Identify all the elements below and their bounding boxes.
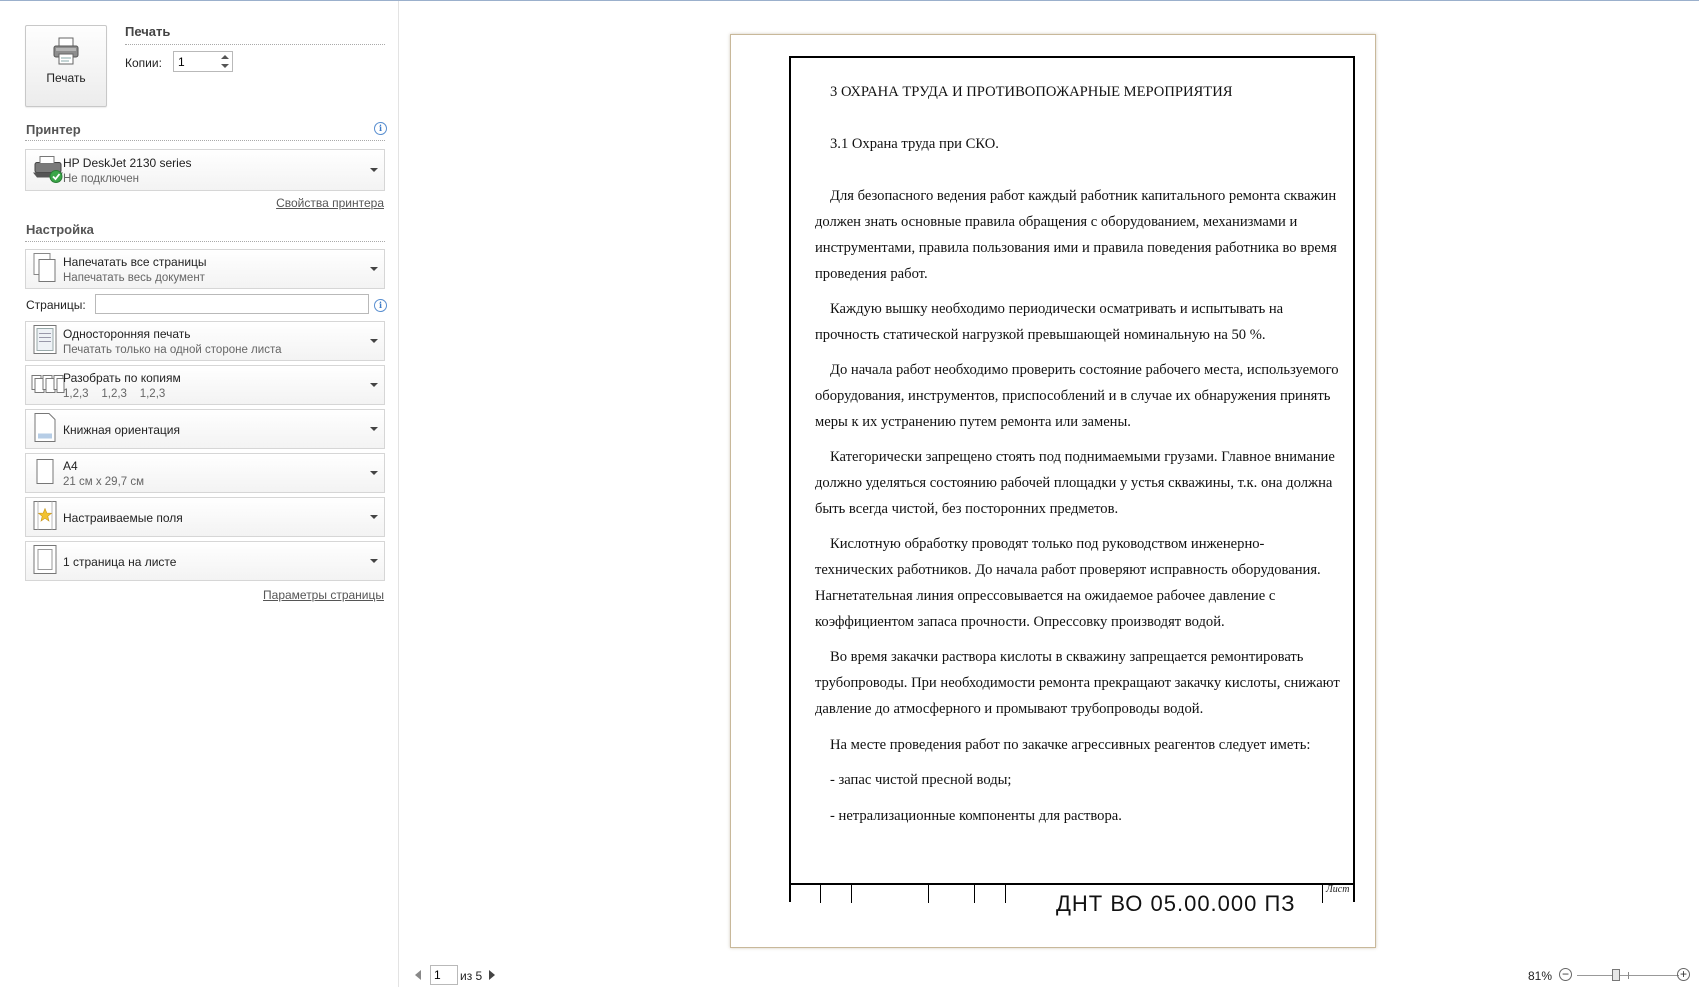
portrait-page-icon — [31, 412, 59, 447]
margins-title: Настраиваемые поля — [63, 511, 183, 525]
margins-dropdown[interactable] — [25, 497, 385, 537]
copies-spinner — [173, 51, 233, 72]
document-paragraph: - запас чистой пресной воды; — [830, 772, 1012, 788]
chevron-down-icon — [370, 168, 378, 172]
print-section-title: Печать — [125, 24, 171, 39]
custom-margins-icon — [31, 500, 59, 535]
stamp-cell-line — [1005, 883, 1006, 903]
stamp-cell-line — [851, 883, 852, 903]
chevron-down-icon — [370, 471, 378, 475]
document-paragraph: - нетрализационные компоненты для раствора. — [830, 808, 1122, 824]
printer-section-title: Принтер — [26, 122, 81, 137]
stamp-cell-line — [1322, 883, 1323, 903]
printer-name: HP DeskJet 2130 series — [63, 156, 192, 170]
document-paragraph: Каждую вышку необходимо периодически осматривать и испытывать на прочность статической нагрузкой превышающей номинальную на 50 %. — [815, 301, 1284, 343]
printer-info-icon[interactable]: i — [374, 122, 387, 135]
next-page-button[interactable] — [489, 970, 495, 980]
pages-per-sheet-dropdown[interactable] — [25, 541, 385, 581]
one-sided-page-icon — [31, 324, 59, 359]
stamp-document-code — [1056, 893, 1296, 903]
printer-status: Не подключен — [63, 173, 139, 185]
collate-title: Разобрать по копиям — [63, 371, 181, 385]
sides-dropdown[interactable] — [25, 321, 385, 361]
copies-input[interactable] — [176, 53, 220, 70]
divider — [25, 241, 385, 242]
collate-icon — [31, 373, 65, 398]
page-count-label: из 5 — [460, 969, 483, 983]
document-paragraph: Во время закачки раствора кислоты в скважину запрещается ремонтировать трубопроводы. При необходимости ремонта прекращают закачку кислоты, снижают давление до атмосферного и промывают трубопроводы водой. — [815, 649, 1340, 717]
printer-device-icon — [31, 154, 65, 187]
document-paragraph: На месте проведения работ по закачке агрессивных реагентов следует иметь: — [830, 737, 1311, 753]
document-paragraph: Для безопасного ведения работ каждый работник капитального ремонта скважин должен знать основные правила обращения с оборудованием, механизмами и инструментами, правила пользования ими и правила поведения работника во время проведения работ. — [815, 188, 1337, 282]
stamp-cell-line — [974, 883, 975, 903]
stamp-top-line — [789, 883, 1355, 885]
sides-subtitle: Печатать только на одной стороне листа — [63, 344, 282, 356]
print-range-title: Напечатать все страницы — [63, 255, 207, 269]
zoom-percent-label[interactable]: 81% — [1528, 969, 1553, 983]
zoom-slider-center-tick — [1628, 972, 1629, 979]
print-button[interactable] — [25, 25, 107, 107]
print-range-dropdown[interactable] — [25, 249, 385, 289]
document-paragraph: Категорически запрещено стоять под поднимаемыми грузами. Главное внимание должно уделяться состоянию рабочей площадки у устья скважины, т.к. она должна быть всегда чистой, без посторонних предметов. — [815, 449, 1335, 517]
divider — [25, 140, 385, 141]
paper-size-subtitle: 21 см x 29,7 см — [63, 476, 145, 488]
chevron-down-icon — [370, 267, 378, 271]
orientation-title: Книжная ориентация — [63, 423, 180, 437]
print-range-subtitle: Напечатать весь документ — [63, 272, 205, 284]
print-button-label: Печать — [46, 71, 86, 85]
current-page-input[interactable] — [430, 965, 458, 985]
divider — [125, 44, 385, 45]
paper-size-dropdown[interactable] — [25, 453, 385, 493]
pages-info-icon[interactable]: i — [374, 299, 387, 312]
pages-label: Страницы: — [26, 298, 86, 312]
chevron-down-icon — [370, 515, 378, 519]
page-setup-link[interactable]: Параметры страницы — [263, 588, 384, 602]
settings-section-title: Настройка — [26, 222, 94, 237]
zoom-slider-thumb[interactable] — [1612, 969, 1620, 981]
print-settings-panel — [0, 1, 399, 987]
printer-dropdown[interactable] — [25, 149, 385, 191]
document-heading: 3 ОХРАНА ТРУДА И ПРОТИВОПОЖАРНЫЕ МЕРОПРИЯТИЯ — [830, 84, 1233, 100]
printer-icon — [51, 36, 81, 66]
sides-title: Односторонняя печать — [63, 327, 191, 341]
paper-size-icon — [31, 456, 59, 491]
zoom-out-button[interactable]: − — [1559, 968, 1572, 981]
pages-stack-icon — [31, 252, 59, 287]
document-paragraph: Кислотную обработку проводят только под руководством инженерно-технических работников. До начала работ проверяют исправность оборудования. Нагнетательная линия опрессовывается на ожидаемое рабочее давление с коэффициентом запаса прочности. Опрессовку производят водой. — [815, 536, 1321, 630]
chevron-down-icon — [370, 427, 378, 431]
copies-label: Копии: — [125, 56, 162, 70]
pages-per-sheet-title: 1 страница на листе — [63, 555, 177, 569]
stamp-cell-line — [820, 883, 821, 903]
paper-size-title: A4 — [63, 459, 78, 473]
pages-input[interactable] — [95, 294, 369, 314]
pages-per-sheet-icon — [31, 544, 59, 579]
document-subheading: 3.1 Охрана труда при СКО. — [830, 136, 999, 152]
collate-dropdown[interactable] — [25, 365, 385, 405]
orientation-dropdown[interactable] — [25, 409, 385, 449]
collate-subtitle: 1,2,3 1,2,3 1,2,3 — [63, 388, 166, 400]
chevron-down-icon — [370, 339, 378, 343]
printer-properties-link[interactable]: Свойства принтера — [276, 196, 384, 210]
chevron-down-icon — [370, 559, 378, 563]
chevron-down-icon — [370, 383, 378, 387]
stamp-cell-line — [928, 883, 929, 903]
copies-decrement-button[interactable] — [221, 64, 229, 68]
document-paragraph: До начала работ необходимо проверить состояние рабочего места, используемого оборудования, инструментов, приспособлений и в случае их обнаружения принять меры к их устранению путем ремонта или замены. — [815, 362, 1339, 430]
previous-page-button[interactable] — [415, 970, 421, 980]
zoom-in-button[interactable]: + — [1677, 968, 1690, 981]
stamp-sheet-label: Лист — [1326, 884, 1350, 895]
copies-increment-button[interactable] — [221, 55, 229, 59]
